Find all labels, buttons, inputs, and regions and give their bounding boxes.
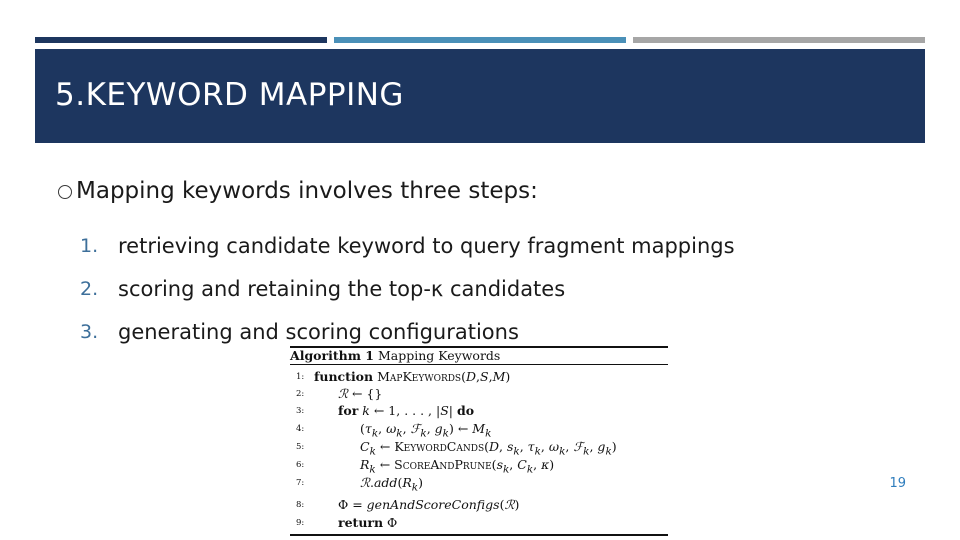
step-text: retrieving candidate keyword to query fragment mappings: [118, 233, 735, 258]
algorithm-line-code: ℛ ← {}: [338, 386, 383, 401]
algorithm-caption: [290, 348, 500, 363]
algorithm-line: [290, 475, 668, 492]
algorithm-bottom-rule: [290, 534, 668, 536]
algorithm-line-code: $ℛ.add(R_k)$: [360, 475, 423, 494]
algorithm-line: [290, 457, 668, 474]
algorithm-line: [290, 421, 668, 438]
algorithm-line-code: $R_k$ ← $ScoreAndPrune(s_k$, $C_k$, κ): [360, 457, 555, 476]
step-number: 1.: [80, 234, 99, 257]
page-number: 19: [889, 476, 906, 491]
line-number: 3:: [296, 406, 305, 416]
step-number: 2.: [80, 277, 99, 300]
steps-list: [80, 224, 735, 353]
algorithm-caption-label: Algorithm 1: [290, 348, 374, 363]
line-number: 5:: [296, 442, 305, 452]
list-item: [80, 267, 735, 310]
algorithm-line: [290, 497, 668, 514]
algorithm-line: [290, 439, 668, 456]
line-number: 4:: [296, 424, 305, 434]
algorithm-line-code: Φ = genAndScoreConfigs(ℛ): [338, 497, 520, 512]
step-text: generating and scoring configurations: [118, 319, 519, 344]
slide-title: 5.KEYWORD MAPPING: [55, 77, 404, 113]
accent-bar-gray: [633, 37, 925, 43]
bullet-text: Mapping keywords involves three steps:: [76, 178, 538, 204]
line-number: 7:: [296, 478, 305, 488]
line-number: 2:: [296, 389, 305, 399]
algorithm-line-code: return Φ: [338, 515, 398, 530]
list-item: [80, 224, 735, 267]
algorithm-figure: [290, 346, 668, 536]
main-bullet: [58, 178, 538, 204]
algorithm-line: [290, 386, 668, 403]
hollow-circle-icon: [58, 185, 72, 199]
line-number: 8:: [296, 500, 305, 510]
algorithm-caption-rule: [290, 364, 668, 365]
algorithm-line-code: ($\tau_k$, $\omega_k$, ℱ$_k$, $g_k$) ← $M_k$: [360, 421, 492, 440]
algorithm-line-code: function MapKeywords(D,S,M): [314, 369, 511, 384]
step-number: 3.: [80, 320, 99, 343]
line-number: 6:: [296, 460, 305, 470]
accent-bar-dark-blue: [35, 37, 327, 43]
algorithm-caption-text: Mapping Keywords: [377, 348, 501, 363]
accent-bar-light-blue: [334, 37, 626, 43]
algorithm-line-code: $C_k$ ← KeywordCands(D, $s_k$, $\tau_k$, $\omega_k$, ℱ$_k$, $g_k$): [360, 439, 617, 458]
algorithm-line-code: for k ← 1, . . . , |S| do: [338, 403, 475, 418]
line-number: 1:: [296, 372, 305, 382]
algorithm-line: [290, 403, 668, 420]
algorithm-line: [290, 369, 668, 386]
line-number: 9:: [296, 518, 305, 528]
step-text: scoring and retaining the top-κ candidates: [118, 276, 566, 301]
title-band: [35, 49, 925, 143]
algorithm-line: [290, 515, 668, 532]
